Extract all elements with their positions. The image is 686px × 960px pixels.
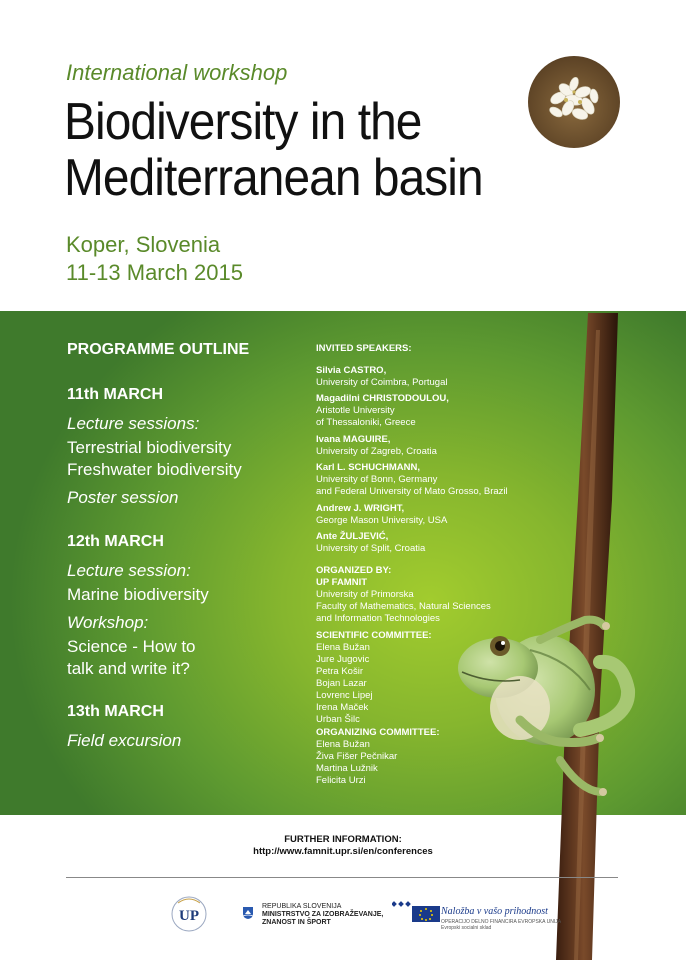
organizer-line: and Information Technologies xyxy=(316,613,440,624)
slovenia-coat-of-arms-icon xyxy=(242,906,254,920)
event-dates: 11-13 March 2015 xyxy=(66,260,243,285)
speaker-affiliation: of Thessaloniki, Greece xyxy=(316,417,416,428)
speaker-name: Ivana MAGUIRE, xyxy=(316,434,391,445)
organizer-line: University of Primorska xyxy=(316,589,414,600)
further-information-label: FURTHER INFORMATION: xyxy=(284,834,402,845)
committee-member: Lovrenc Lipej xyxy=(316,690,373,701)
ministry-line: REPUBLIKA SLOVENIJA xyxy=(262,903,342,910)
committee-member: Bojan Lazar xyxy=(316,678,367,689)
speakers-heading: INVITED SPEAKERS: xyxy=(316,343,412,354)
day2-workshop-title: Workshop: xyxy=(67,613,149,632)
organizer-line: Faculty of Mathematics, Natural Sciences xyxy=(316,601,491,612)
speaker-affiliation: University of Split, Croatia xyxy=(316,543,426,554)
university-primorska-logo xyxy=(170,893,208,935)
day3-label: 13th MARCH xyxy=(67,703,164,720)
day2-session-title: Lecture session: xyxy=(67,561,191,580)
organized-by-heading: ORGANIZED BY: xyxy=(316,565,392,576)
eu-subtext-line: Evropski socialni sklad xyxy=(441,925,492,931)
scientific-committee-heading: SCIENTIFIC COMMITTEE: xyxy=(316,630,432,641)
committee-member: Urban Šilc xyxy=(316,714,360,725)
day1-session-title: Lecture sessions: xyxy=(67,414,200,433)
speaker-name: Ante ŽULJEVIĆ, xyxy=(316,531,389,542)
committee-member: Jure Jugovic xyxy=(316,654,370,665)
svg-text:UP: UP xyxy=(179,908,199,924)
eu-slogan: Naložba v vašo prihodnost xyxy=(441,906,548,917)
committee-member: Petra Košir xyxy=(316,666,363,677)
eu-subtext-line: OPERACIJO DELNO FINANCIRA EVROPSKA UNIJA xyxy=(441,919,562,925)
day1-poster: Poster session xyxy=(67,488,179,507)
ministry-line: ZNANOST IN ŠPORT xyxy=(262,919,331,926)
day2-label: 12th MARCH xyxy=(67,533,164,550)
committee-member: Felicita Urzi xyxy=(316,775,366,786)
title-line-1: Biodiversity in the xyxy=(64,93,422,151)
organizing-committee-heading: ORGANIZING COMMITTEE: xyxy=(316,727,440,738)
committee-member: Irena Maček xyxy=(316,702,369,713)
title-line-2: Mediterranean basin xyxy=(64,149,483,207)
organizer-line: UP FAMNIT xyxy=(316,577,368,588)
committee-member: Živa Fišer Pečnikar xyxy=(316,751,398,762)
further-information xyxy=(0,834,686,858)
day2-workshop-line-2: talk and write it? xyxy=(67,659,190,678)
conference-url[interactable]: http://www.famnit.upr.si/en/conferences xyxy=(253,846,433,857)
speaker-affiliation: Aristotle University xyxy=(316,405,395,416)
day1-label: 11th MARCH xyxy=(67,386,164,403)
committee-member: Martina Lužnik xyxy=(316,763,378,774)
ministry-logo-text xyxy=(262,903,383,927)
committee-member: Elena Bužan xyxy=(316,739,370,750)
event-kicker: International workshop xyxy=(66,60,288,85)
programme-heading: PROGRAMME OUTLINE xyxy=(67,341,250,358)
speaker-affiliation: University of Zagreb, Croatia xyxy=(316,446,437,457)
footer-divider xyxy=(66,877,618,878)
eu-subtext xyxy=(441,919,561,931)
day2-session-1: Marine biodiversity xyxy=(67,585,209,604)
day1-session-2: Freshwater biodiversity xyxy=(67,460,242,479)
speaker-name: Andrew J. WRIGHT, xyxy=(316,503,405,514)
speaker-affiliation: and Federal University of Mato Grosso, Brazil xyxy=(316,486,508,497)
speaker-affiliation: George Mason University, USA xyxy=(316,515,448,526)
ministry-line: MINISTRSTVO ZA IZOBRAŽEVANJE, xyxy=(262,911,384,918)
speaker-affiliation: University of Coimbra, Portugal xyxy=(316,377,448,388)
speaker-name: Magadilni CHRISTODOULOU, xyxy=(316,393,449,404)
day1-session-1: Terrestrial biodiversity xyxy=(67,438,232,457)
day3-item: Field excursion xyxy=(67,731,182,750)
speaker-name: Karl L. SCHUCHMANN, xyxy=(316,462,420,473)
speaker-name: Silvia CASTRO, xyxy=(316,365,387,376)
committee-member: Elena Bužan xyxy=(316,642,370,653)
speaker-affiliation: University of Bonn, Germany xyxy=(316,474,438,485)
eu-flag-icon xyxy=(392,900,442,922)
event-location: Koper, Slovenia xyxy=(66,232,221,257)
day2-workshop-line-1: Science - How to xyxy=(67,637,196,656)
